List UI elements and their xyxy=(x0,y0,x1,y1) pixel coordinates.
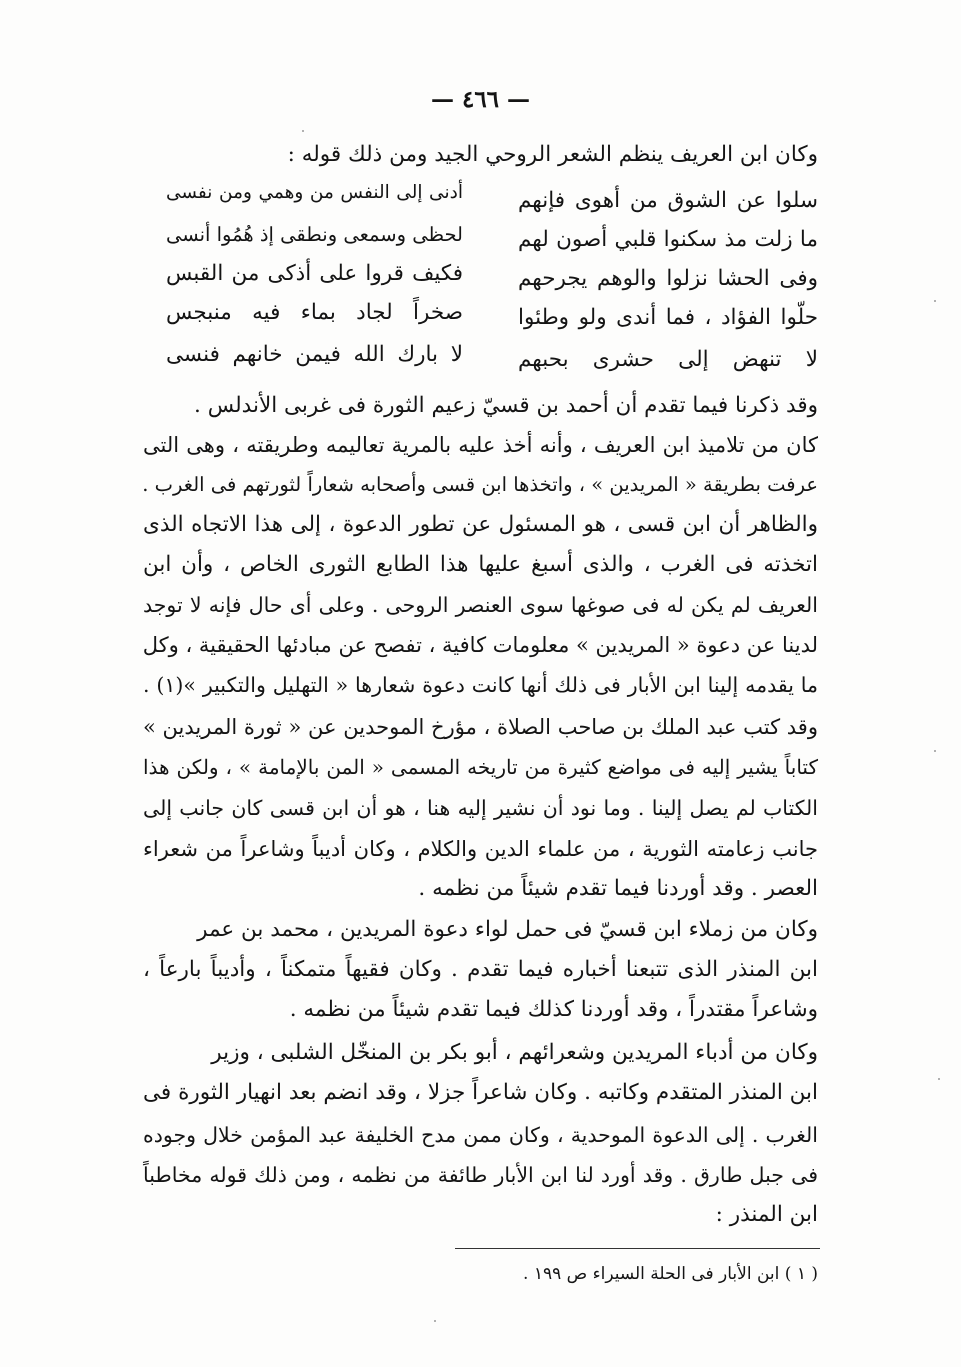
poem-verse-2-second-hemistich: لحظى وسمعى ونطقى إذ هُمُوا أنسى xyxy=(165,223,463,246)
page-number: — ٤٦٦ — xyxy=(430,86,531,113)
body-line-8: ما يقدمه إلينا ابن الأبار فى ذلك أنها كانت دعوة شعارها « التهليل والتكبير »(١) . xyxy=(143,673,818,697)
body-line-14: وكان من زملاء ابن قسيّ فى حمل لواء دعوة المريدين ، محمد بن عمر xyxy=(197,917,818,942)
footnote-divider xyxy=(455,1248,820,1249)
body-line-10: كتاباً يشير إليه فى مواضع كثيرة من تاريخه المسمى « المن بالإمامة » ، ولكن هذا xyxy=(143,755,818,779)
body-line-16: وشاعراً مقتدراً ، وقد أوردنا كذلك فيما تقدم شيئاً من نظمه . xyxy=(289,997,818,1022)
body-line-17: وكان من أدباء المريدين وشعرائهم ، أبو بكر بن المنخّل الشلبى ، وزير xyxy=(211,1040,818,1065)
body-line-7: لدينا عن دعوة « المريدين » معلومات كافية ، تفصح عن مبادئها الحقيقية ، وكل xyxy=(142,633,818,657)
body-line-20: فى جبل طارق . وقد أورد لنا ابن الأبار طائفة من نظمه ، ومن ذلك قوله مخاطباً xyxy=(143,1163,818,1187)
body-line-1: وقد ذكرنا فيما تقدم أن أحمد بن قسيّ زعيم الثورة فى غربى الأندلس . xyxy=(194,393,818,418)
body-line-21: ابن المنذر : xyxy=(715,1202,818,1227)
intro-line: وكان ابن العريف ينظم الشعر الروحي الجيد ومن ذلك قوله : xyxy=(287,142,818,167)
body-line-11: الكتاب لم يصل إلينا . وما نود أن نشير إليه هنا ، هو أن ابن قسى كان جانب إلى xyxy=(143,796,818,820)
body-line-5: اتخذته فى الغرب ، والذى أسبغ عليها هذا الطابع الثورى الخاص ، وأن ابن xyxy=(143,552,818,577)
body-line-2: كان من تلاميذ ابن العريف ، وأنه أخذ عليه بالمرية تعاليمه وطريقته ، وهى التى xyxy=(143,433,818,457)
body-line-19: الغرب . إلى الدعوة الموحدية ، وكان ممن مدح الخليفة عبد المؤمن خلال وجوده xyxy=(143,1123,818,1147)
body-line-13: العصر . وقد أوردنا فيما تقدم شيئاً من نظمه . xyxy=(418,876,818,901)
footnote: ( ١ ) ابن الأبار فى الحلة السيراء ص ١٩٩ . xyxy=(523,1264,818,1284)
poem-verse-5-first-hemistich: لا تنهض إلى حشرى بحبهم xyxy=(518,347,818,372)
scan-speck xyxy=(934,750,936,752)
body-line-9: وقد كتب عبد الملك بن صاحب الصلاة ، مؤرخ الموحدين عن « ثورة المريدين » xyxy=(143,715,818,739)
scan-speck xyxy=(938,1078,940,1080)
poem-verse-3-second-hemistich: فكيف قروا على أذكى من القبس xyxy=(166,261,463,286)
poem-verse-3-first-hemistich: وفى الحشا نزلوا والوهم يجرحهم xyxy=(518,266,818,291)
poem-verse-4-first-hemistich: حلّوا الفؤاد ، فما أندى ولو وطئوا xyxy=(518,305,818,330)
poem-verse-5-second-hemistich: لا بارك الله فيمن خانهم فنسى xyxy=(166,342,463,367)
poem-verse-1-first-hemistich: سلوا عن الشوق من أهوى فإنهم xyxy=(518,188,818,213)
poem-verse-4-second-hemistich: صخراً لجاد بماء فيه منبجس xyxy=(166,300,463,325)
body-line-12: جانب زعامته الثورية ، من علماء الدين والكلام ، وكان أديباً وشاعراً من شعراء xyxy=(143,837,818,861)
body-line-3: عرفت بطريقة « المريدين » ، واتخذها ابن قسى وأصحابه شعاراً لثورتهم فى الغرب . xyxy=(142,473,818,496)
body-line-18: ابن المنذر المتقدم وكاتبه . وكان شاعراً جزلا ، وقد انضم بعد انهيار الثورة فى xyxy=(143,1080,818,1105)
scan-speck xyxy=(302,130,304,132)
body-line-15: ابن المنذر الذى تتبعنا أخباره فيما تقدم . وكان فقيهاً متمكناً ، وأديباً بارعاً ، xyxy=(143,957,818,982)
scan-speck xyxy=(934,300,936,302)
scan-speck xyxy=(434,1320,436,1322)
body-line-4: والظاهر أن ابن قسى ، هو المسئول عن تطور الدعوة ، إلى هذا الاتجاه الذى xyxy=(143,512,818,537)
poem-verse-1-second-hemistich: أدنى إلى النفس من وهمي ومن نفسى xyxy=(166,182,463,203)
poem-verse-2-first-hemistich: ما زلت مذ سكنوا قلبي أصون لهم xyxy=(518,227,818,252)
body-line-6: العريف لم يكن له فى صوغها سوى العنصر الروحى . وعلى أى حال فإنه لا توجد xyxy=(143,593,818,617)
